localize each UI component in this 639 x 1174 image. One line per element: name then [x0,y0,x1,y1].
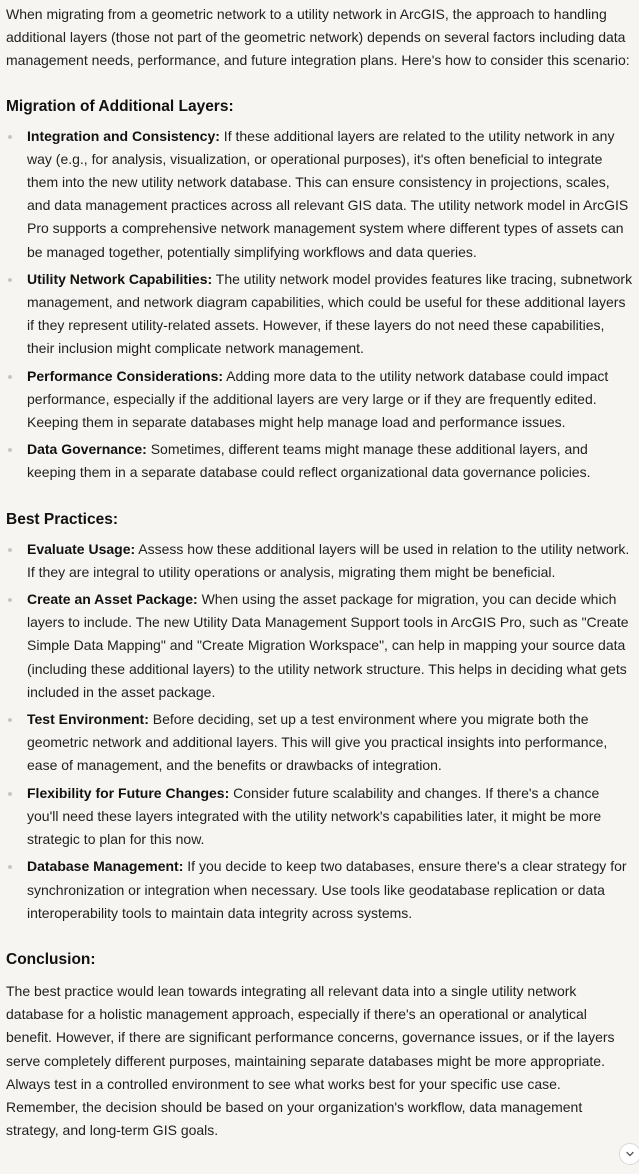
list-item [6,125,633,264]
item-term: Evaluate Usage: [27,540,136,557]
item-text: Before deciding, set up a test environment where you migrate both the geometric network and additional layers. This will give you practical insights into performance, ease of management, and the benefits or drawbacks of integration. [27,711,608,774]
bullet-icon [8,718,12,722]
section-heading-conclusion: Conclusion: [6,950,96,968]
item-term: Utility Network Capabilities: [27,270,213,287]
list-item [6,708,633,778]
item-term: Integration and Consistency: [27,127,220,144]
list-item [6,268,633,361]
item-text: Consider future scalability and changes. If there's a chance you'll need these layers integrated with the utility network's capabilities later, it might be more strategic to plan for this now. [27,784,602,848]
item-term: Test Environment: [27,711,149,728]
list-item [6,538,633,584]
conclusion-paragraph: The best practice would lean towards integrating all relevant data into a single utility network database for a holistic management approach, especially if there's an operational or analytical benefit. However, if there are significant performance concerns, governance issues, or if the layers serve completely different purposes, maintaining separate databases might be more appropriate. Always test in a controlled environment to see what works best for your specific use case. Remember, the decision should be based on your organization's workflow, data management strategy, and long-term GIS goals. [6,982,615,1139]
item-term: Data Governance: [27,441,147,458]
bullet-icon [8,135,12,139]
item-text: Sometimes, different teams might manage these additional layers, and keeping them in a separate database could reflect organizational data governance policies. [27,441,591,481]
bullet-icon [8,598,12,602]
message-content [6,3,633,1142]
item-text: Adding more data to the utility network database could impact performance, especially if the additional layers are very large or if they are frequently edited. Keeping them in separate databases might help manage load and performance issues. [27,367,609,431]
list-item [6,782,633,852]
bullet-icon [8,865,12,869]
chevron-down-icon [625,1149,635,1159]
item-term: Performance Considerations: [27,367,224,384]
best-practices-list [6,538,633,925]
migration-list [6,125,633,485]
item-text: Assess how these additional layers will be used in relation to the utility network. If they are integral to utility operations or analysis, migrating them might be beneficial. [27,540,630,580]
intro-paragraph: When migrating from a geometric network to a utility network in ArcGIS, the approach to handling additional layers (those not part of the geometric network) depends on several factors including data management needs, performance, and future integration plans. Here's how to consider this scenario: [6,6,630,69]
bullet-icon [8,278,12,282]
bullet-icon [8,375,12,379]
item-text: The utility network model provides features like tracing, subnetwork management, and network diagram capabilities, which could be useful for these additional layers if they represent utility-related assets. However, if these layers do not need these capabilities, their inclusion might complicate network management. [27,270,633,357]
list-item [6,588,633,704]
bullet-icon [8,792,12,796]
section-heading-best-practices: Best Practices: [6,510,119,528]
item-term: Database Management: [27,858,184,875]
list-item [6,365,633,435]
item-text: When using the asset package for migration, you can decide which layers to include. The new Utility Data Management Support tools in ArcGIS Pro, such as "Create Simple Data Mapping" and "Create Migration Workspace", can help in mapping your source data (including these additional layers) to the utility network structure. This helps in deciding what gets included in the asset package. [27,591,629,700]
bullet-icon [8,548,12,552]
item-text: If these additional layers are related to the utility network in any way (e.g., for analysis, visualization, or operational purposes), it's often beneficial to integrate them into the new utility network database. This can ensure consistency in projections, scales, and data management practices across all relevant GIS data. The utility network model in ArcGIS Pro supports a comprehensive network management system where different types of assets can be managed together, potentially simplifying workflows and data queries. [27,127,629,260]
item-term: Flexibility for Future Changes: [27,784,230,801]
scroll-down-button[interactable] [619,1143,639,1165]
bullet-icon [8,448,12,452]
item-term: Create an Asset Package: [27,591,198,608]
section-heading-migration: Migration of Additional Layers: [6,97,234,115]
list-item [6,855,633,925]
item-text: If you decide to keep two databases, ensure there's a clear strategy for synchronization or integration when necessary. Use tools like geodatabase replication or data interoperability tools to maintain data integrity across systems. [27,858,627,921]
list-item [6,438,633,484]
